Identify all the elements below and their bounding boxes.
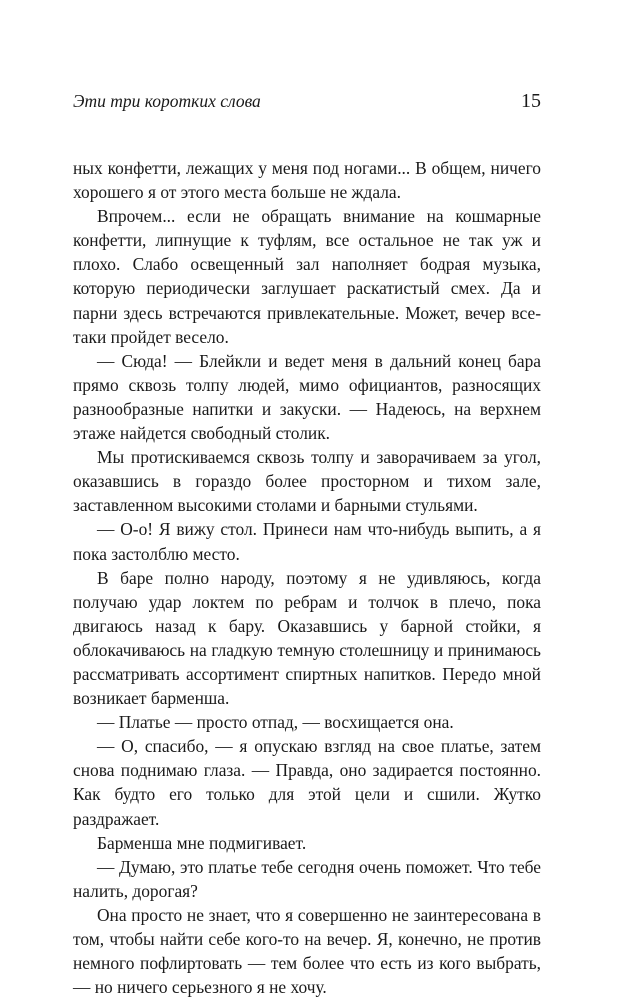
- running-head: [73, 90, 541, 120]
- paragraph: В баре полно народу, поэтому я не удивляюсь, когда получаю удар локтем по ребрам и толчок в плечо, пока двигаюсь назад к бару. Оказавшись у барной стойки, я облокачиваюсь на гладкую темную столешницу и принимаюсь рассматривать ассортимент спиртных напитков. Передо мной возникает барменша.: [73, 567, 541, 709]
- paragraph: — Думаю, это платье тебе сегодня очень поможет. Что тебе налить, дорогая?: [73, 856, 541, 901]
- book-page: [73, 90, 541, 999]
- paragraph: — О, спасибо, — я опускаю взгляд на свое платье, затем снова поднимаю глаза. — Правда, оно задирается постоянно. Как будто его только для этой цели и сшили. Жутко раздражает.: [73, 736, 541, 829]
- body-text: [73, 156, 541, 999]
- paragraph: Впрочем... если не обращать внимание на кошмарные конфетти, липнущие к туфлям, все остальное не так уж и плохо. Слабо освещенный зал наполняет бодрая музыка, которую периодически заглушает раскатистый смех. Да и парни здесь встречаются привлекательные. Может, вечер все-таки пройдет весело.: [73, 206, 541, 347]
- paragraph: Барменша мне подмигивает.: [97, 832, 307, 853]
- page-number: 15: [521, 90, 541, 112]
- paragraph: — Платье — просто отпад, — восхищается она.: [97, 712, 454, 733]
- paragraph: — Сюда! — Блейкли и ведет меня в дальний конец бара прямо сквозь толпу людей, мимо официантов, разносящих разнообразные напитки и закуски. — Надеюсь, на верхнем этаже найдется свободный столик.: [73, 350, 541, 444]
- paragraph: Она просто не знает, что я совершенно не заинтересована в том, чтобы найти себе кого-то на вечер. Я, конечно, не против немного пофлиртовать — тем более что есть из кого выбрать, — но ничего серьезного я не хочу.: [73, 904, 541, 998]
- paragraph: ных конфетти, лежащих у меня под ногами... В общем, ничего хорошего я от этого места больше не ждала.: [73, 158, 541, 203]
- paragraph: — О-о! Я вижу стол. Принеси нам что-нибудь выпить, а я пока застолблю место.: [73, 519, 541, 564]
- running-title: Эти три коротких слова: [73, 91, 261, 111]
- paragraph: Мы протискиваемся сквозь толпу и заворачиваем за угол, оказавшись в гораздо более просторном и тихом зале, заставленном высокими столами и барными стульями.: [73, 447, 541, 516]
